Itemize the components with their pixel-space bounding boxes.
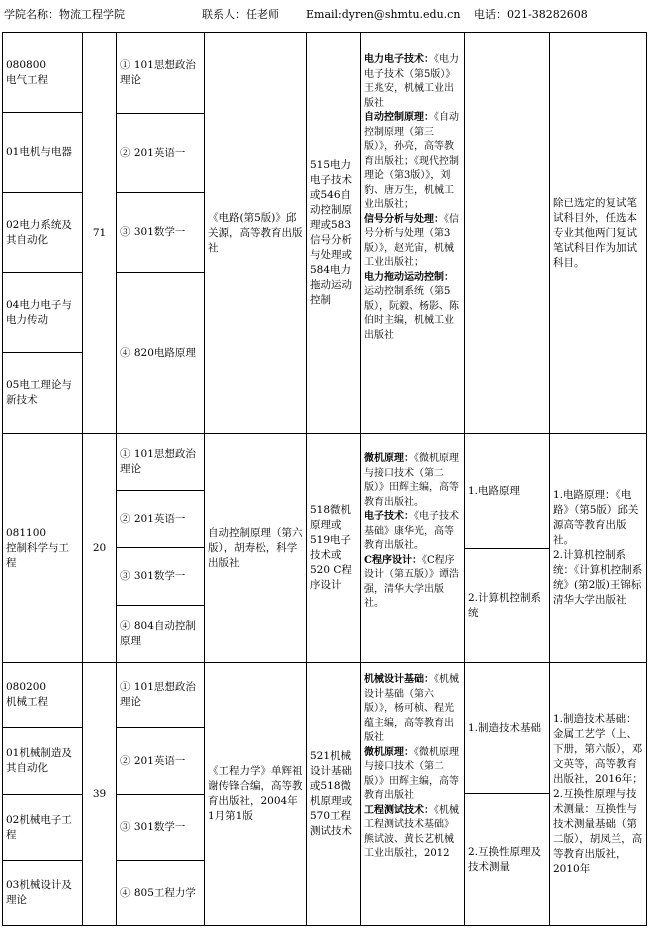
major-cell [2,192,83,273]
exam-subject [116,605,205,663]
major-cell [2,727,83,795]
same-level-subject [464,548,550,663]
college-name: 学院名称：物流工程学院 [4,8,125,21]
exam-subject [116,433,205,491]
retest-books [360,32,465,434]
major-cell [2,794,83,861]
exam-subject [116,547,205,606]
book-text: 《电子技术基础》康华光，高等教育出版社。 [364,511,459,551]
exam-subject [116,727,205,795]
major-cell [2,860,83,926]
exam-subject [116,113,205,193]
contact-person: 联系人：任老师 [202,8,279,21]
enroll-value: 71 [92,226,107,239]
major-name: 05电工理论与新技术 [6,379,72,406]
exam-text: ③ 301数学一 [120,226,186,238]
major-cell [2,272,83,353]
exam-text: ② 201英语一 [120,512,186,525]
enroll-count [82,433,117,663]
book-text: 《微机原理与接口技术（第二版）》田辉主编，高等教育出版社 [364,746,459,801]
exam-subject [116,192,205,273]
notes-text: 1.电路原理：《电路》（第5版）邱关源高等教育出版社。 2.计算机控制系统：《计算机控制系统》(第2版)王锦标 清华大学出版社 [553,489,643,606]
retest-subjects [306,32,361,434]
major-name: 01机械制造及其自动化 [6,747,72,774]
enroll-count [82,32,117,434]
exam-text: ② 201英语一 [120,146,186,159]
book-title: 工程测试技术： [364,804,434,816]
exam-text: ④ 805工程力学 [120,886,196,899]
contact-email: Email:dyren@shmtu.edu.cn [306,8,461,21]
reference-books [204,433,307,663]
reference-books [204,32,307,434]
exam-text: ② 201英语一 [120,754,186,767]
notes-cell [549,662,647,926]
enroll-value: 20 [92,541,107,554]
major-cell [2,433,83,663]
reference-text: 《电路(第5版)》邱关源，高等教育出版社 [208,211,303,254]
same-level-cell [464,32,550,434]
book-title: 电力拖动运动控制： [364,271,454,283]
exam-subject [116,272,205,434]
book-title: 微机原理： [364,453,414,464]
same-level-subject [464,793,550,926]
exam-subject [116,794,205,861]
exam-text: ③ 301数学一 [120,570,186,582]
page-header [4,4,645,26]
book-text: 运动控制系统（第5版），阮毅、杨影、陈伯时主编，机械工业出版社 [364,286,459,341]
exam-subject [116,662,205,728]
notes-text: 1.制造技术基础：金属工艺学（上、下册，第六版），邓文英等，高等教育出版社，2016年； 2.互换性原理与技术测量：互换性与技术测量基础（第二版），胡凤兰，高等教育出版社，2010年 [553,712,643,875]
reference-text: 自动控制原理（第六版），胡寿松，科学出版社 [208,526,303,569]
exam-text: ③ 301数学一 [120,821,186,833]
same-level-text: 2.互换性原理及技术测量 [468,845,542,873]
same-level-subject [464,433,550,549]
book-title: 电力电子技术： [364,54,434,65]
retest-books [360,433,465,663]
retest-text: 515电力电子技术或546自动控制原理或583信号分析与处理或584电力拖动运动控制 [310,159,352,306]
exam-text: ④ 804自动控制原理 [120,620,196,647]
notes-text: 除已选定的复试笔试科目外，任选本专业其他两门复试笔试科目作为加试科目。 [553,196,637,269]
exam-subject [116,490,205,548]
retest-text: 521机械设计基础或518微机原理或570工程测试技术 [310,750,352,837]
book-title: 信号分析与处理： [364,213,444,225]
exam-subject [116,860,205,926]
enroll-count [82,662,117,926]
major-cell [2,112,83,193]
book-text: 《电力电子技术（第5版）》王兆安，机械工业出版社 [364,54,459,109]
retest-subjects [306,662,361,926]
major-name: 080200 机械工程 [6,681,48,708]
exam-text: ① 101思想政治理论 [120,681,196,708]
book-text: 《信号分析与处理（第3版）》，赵光宙，机械工业出版社； [364,213,459,268]
retest-books [360,662,465,926]
book-text: 《C程序设计（第五版）》谭浩强，清华大学出版社。 [364,554,459,609]
book-text: 《自动控制原理（第三版）》，孙亮，高等教育出版社；《现代控制理论（第3版）》，刘豹、唐万生，机械工业出版社； [364,112,459,210]
reference-books [204,662,307,926]
retest-subjects [306,433,361,663]
book-title: 机械设计基础： [364,674,434,685]
major-name: 04电力电子与电力传动 [6,298,72,326]
retest-text: 518微机原理或519电子技术或520 C程序设计 [310,504,352,591]
exam-text: ① 101思想政治理论 [120,59,196,86]
book-text: 《微机原理与接口技术（第二版）》田辉主编，高等教育出版社。 [364,453,459,508]
major-name: 080800 电气工程 [6,58,48,86]
major-name: 03机械设计及理论 [6,879,72,906]
book-title: C程序设计： [364,554,422,566]
book-text: 《机械工程测试技术基础》熊试波、黄长艺机械工业出版社，2012 [364,804,459,859]
major-cell [2,662,83,728]
same-level-subject [464,662,550,794]
major-cell [2,32,83,113]
notes-cell [549,433,647,663]
major-name: 081100 控制科学与工程 [6,526,69,569]
exam-text: ① 101思想政治理论 [120,448,196,475]
major-name: 02机械电子工程 [6,813,72,841]
exam-subject [116,32,205,114]
same-level-text: 2.计算机控制系统 [468,591,542,619]
exam-text: ④ 820电路原理 [120,346,196,359]
book-text: 《机械设计基础（第六版）》，杨可桢、程光蕴主编，高等教育出版社 [364,674,459,743]
book-title: 微机原理： [364,746,414,758]
enroll-value: 39 [92,787,107,800]
major-name: 01电机与电器 [6,146,72,158]
book-title: 自动控制原理： [364,112,434,123]
same-level-text: 1.制造技术基础 [468,721,542,734]
same-level-text: 1.电路原理 [468,484,521,497]
notes-cell [549,32,647,434]
reference-text: 《工程力学》单辉祖谢传锋合编，高等教育出版社，2004年1月第1版 [208,765,303,822]
major-name: 02电力系统及其自动化 [6,218,72,246]
contact-phone: 电话：021-38282608 [474,8,588,21]
major-cell [2,352,83,434]
book-title: 电子技术： [364,511,414,522]
